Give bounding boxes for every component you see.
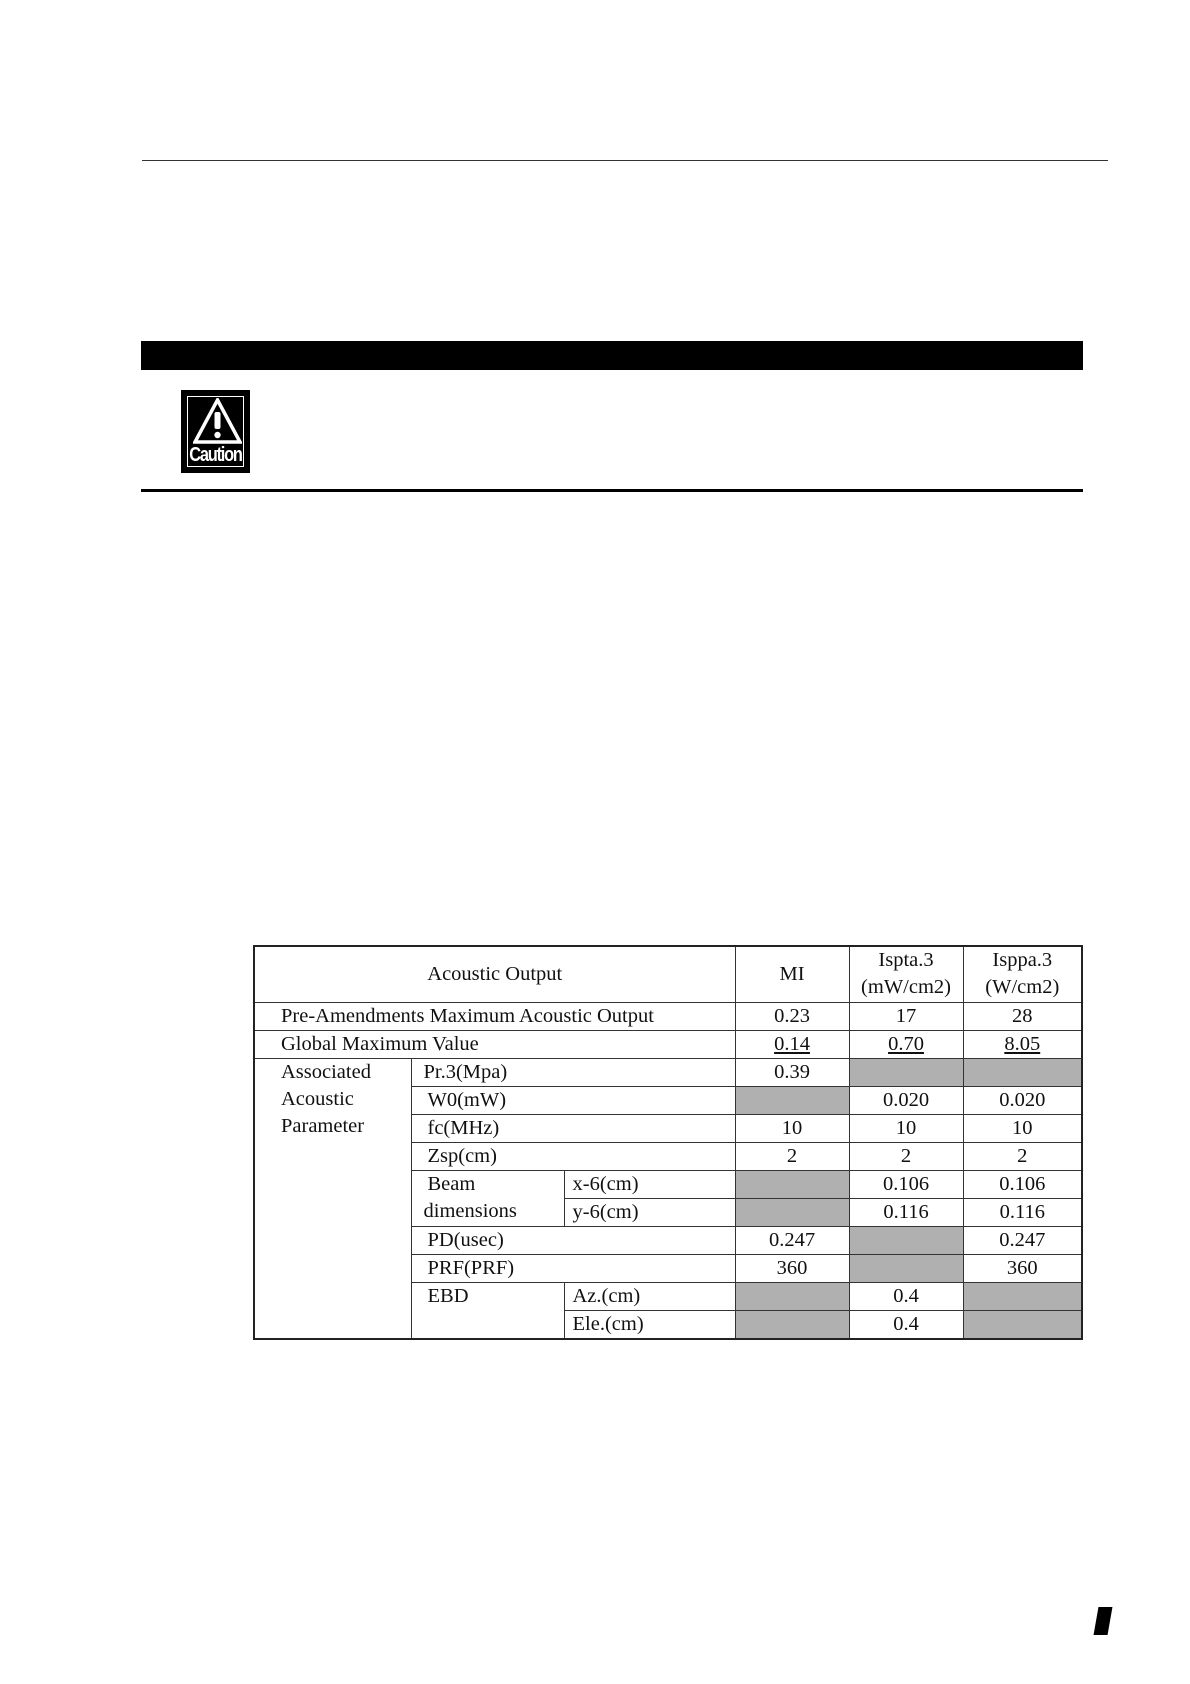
zsp-mi: 2 (735, 1142, 849, 1170)
beam-y-isppa: 0.116 (963, 1198, 1082, 1226)
global-max-mi: 0.14 (774, 1032, 810, 1055)
beam-y-label: y-6(cm) (564, 1198, 735, 1226)
global-max-mi-cell (735, 1030, 849, 1058)
header-isppa-line1: Isppa.3 (992, 949, 1053, 972)
pre-amendments-ispta: 17 (849, 1002, 963, 1030)
pre-amendments-isppa: 28 (963, 1002, 1082, 1030)
group-line3: Parameter (281, 1114, 365, 1137)
w0-mi-empty (735, 1086, 849, 1114)
associated-parameter-group (254, 1058, 411, 1339)
prf-ispta-empty (849, 1254, 963, 1282)
pd-label: PD(usec) (411, 1226, 735, 1254)
ebd-az-ispta: 0.4 (849, 1282, 963, 1310)
ebd-ele-mi-empty (735, 1310, 849, 1339)
fc-mi: 10 (735, 1114, 849, 1142)
w0-label: W0(mW) (411, 1086, 735, 1114)
fc-isppa: 10 (963, 1114, 1082, 1142)
pre-amendments-label: Pre-Amendments Maximum Acoustic Output (254, 1002, 735, 1030)
header-isppa (963, 946, 1082, 1002)
ebd-ele-ispta: 0.4 (849, 1310, 963, 1339)
w0-ispta: 0.020 (849, 1086, 963, 1114)
global-max-label: Global Maximum Value (254, 1030, 735, 1058)
zsp-ispta: 2 (849, 1142, 963, 1170)
pd-ispta-empty (849, 1226, 963, 1254)
ebd-ele-label: Ele.(cm) (564, 1310, 735, 1339)
page-edge-marker (1094, 1607, 1113, 1635)
ebd-label: EBD (411, 1282, 564, 1339)
table-row-pr3 (254, 1058, 1082, 1086)
acoustic-output-table (253, 945, 1083, 1340)
pr3-isppa-empty (963, 1058, 1082, 1086)
beam-y-mi-empty (735, 1198, 849, 1226)
pd-isppa: 0.247 (963, 1226, 1082, 1254)
pr3-label: Pr.3(Mpa) (411, 1058, 735, 1086)
ebd-ele-isppa-empty (963, 1310, 1082, 1339)
fc-label: fc(MHz) (411, 1114, 735, 1142)
caution-icon (181, 390, 250, 473)
caution-bottom-rule (141, 489, 1083, 492)
beam-x-mi-empty (735, 1170, 849, 1198)
pre-amendments-mi: 0.23 (735, 1002, 849, 1030)
ebd-az-mi-empty (735, 1282, 849, 1310)
ebd-az-label: Az.(cm) (564, 1282, 735, 1310)
group-line1: Associated (281, 1060, 371, 1083)
beam-dimensions-label (411, 1170, 564, 1226)
pr3-mi: 0.39 (735, 1058, 849, 1086)
pd-mi: 0.247 (735, 1226, 849, 1254)
caution-title-bar (141, 341, 1083, 370)
beam-y-ispta: 0.116 (849, 1198, 963, 1226)
warning-triangle-icon (193, 398, 242, 444)
beam-x-isppa: 0.106 (963, 1170, 1082, 1198)
prf-label: PRF(PRF) (411, 1254, 735, 1282)
prf-isppa: 360 (963, 1254, 1082, 1282)
global-max-isppa: 8.05 (1004, 1032, 1041, 1055)
header-acoustic-output: Acoustic Output (254, 946, 735, 1002)
zsp-label: Zsp(cm) (411, 1142, 735, 1170)
zsp-isppa: 2 (963, 1142, 1082, 1170)
global-max-ispta: 0.70 (888, 1032, 924, 1055)
group-line2: Acoustic (281, 1087, 354, 1110)
header-isppa-line2: (W/cm2) (985, 976, 1060, 999)
fc-ispta: 10 (849, 1114, 963, 1142)
w0-isppa: 0.020 (963, 1086, 1082, 1114)
table-row-global-max (254, 1030, 1082, 1058)
table-header-row (254, 946, 1082, 1002)
prf-mi: 360 (735, 1254, 849, 1282)
global-max-isppa-cell (963, 1030, 1082, 1058)
beam-x-label: x-6(cm) (564, 1170, 735, 1198)
header-ispta-line2: (mW/cm2) (861, 976, 951, 999)
beam-x-ispta: 0.106 (849, 1170, 963, 1198)
ebd-az-isppa-empty (963, 1282, 1082, 1310)
caution-icon-label: Caution (189, 444, 242, 466)
beam-line1: Beam (427, 1172, 476, 1195)
header-mi: MI (735, 946, 849, 1002)
header-ispta (849, 946, 963, 1002)
header-ispta-line1: Ispta.3 (878, 949, 934, 972)
beam-line2: dimensions (423, 1199, 517, 1222)
table-row-pre-amendments (254, 1002, 1082, 1030)
header-rule (142, 160, 1108, 161)
global-max-ispta-cell (849, 1030, 963, 1058)
pr3-ispta-empty (849, 1058, 963, 1086)
